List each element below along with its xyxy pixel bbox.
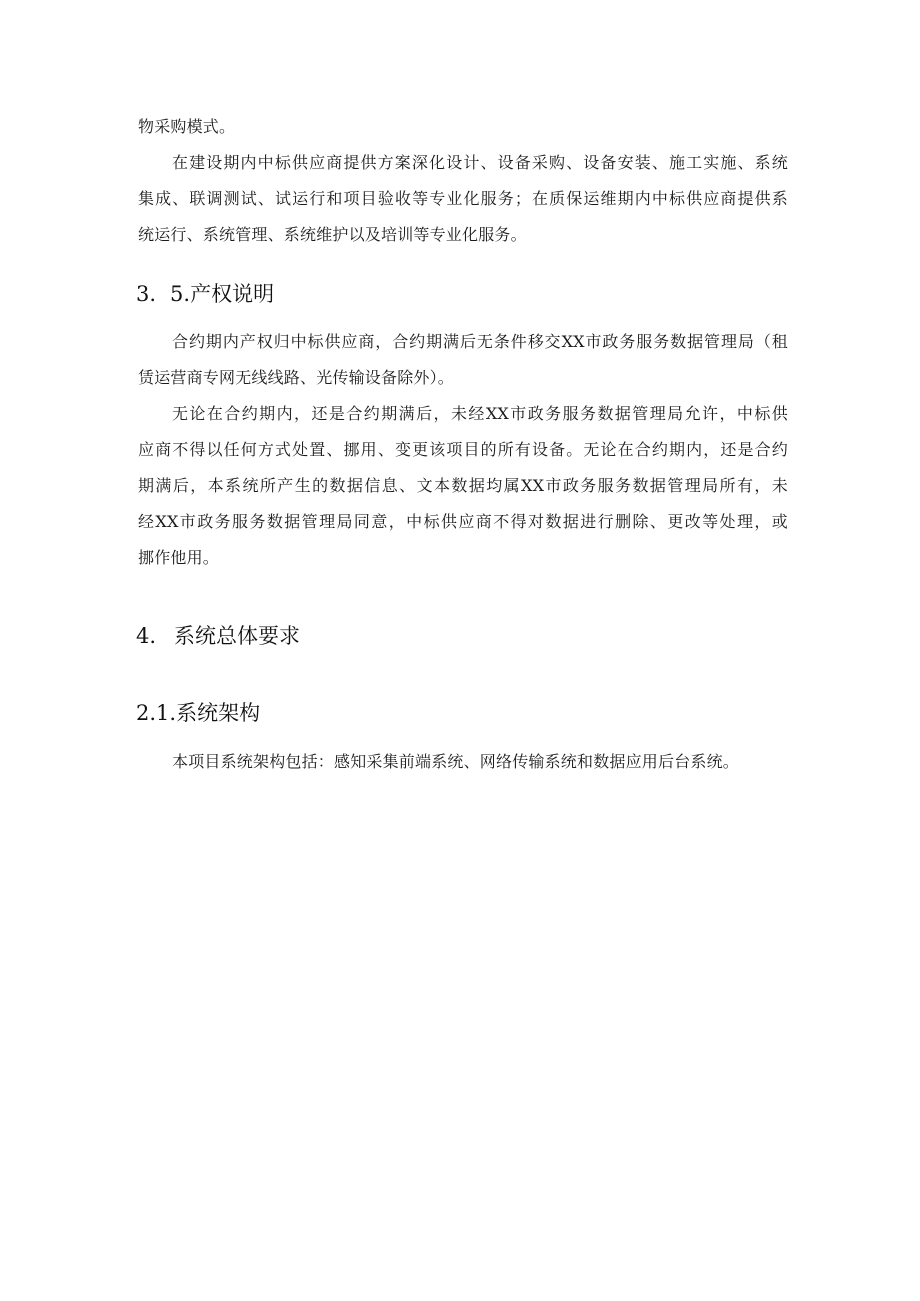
ownership-paragraph-line-2: 赁运营商专网无线线路、光传输设备除外）。 xyxy=(138,368,455,387)
restriction-paragraph-line-5: 挪作他用。 xyxy=(138,548,220,567)
section-heading-architecture xyxy=(136,699,260,727)
section-heading-number: 3. xyxy=(136,282,157,306)
restriction-paragraph-line-2: 应商不得以任何方式处置、挪用、变更该项目的所有设备。无论在合约期内，还是合约 xyxy=(138,440,788,459)
section-heading-number: 4. xyxy=(136,624,157,648)
section-heading-title: 2.1.系统架构 xyxy=(136,701,261,725)
service-paragraph-line-1: 在建设期内中标供应商提供方案深化设计、设备采购、设备安装、施工实施、系统 xyxy=(172,153,788,172)
restriction-paragraph-line-3: 期满后，本系统所产生的数据信息、文本数据均属XX市政务服务数据管理局所有，未 xyxy=(138,476,788,495)
intro-tail-line: 物采购模式。 xyxy=(138,117,236,136)
service-paragraph-line-3: 统运行、系统管理、系统维护以及培训等专业化服务。 xyxy=(138,225,527,244)
section-heading-title: 5.产权说明 xyxy=(170,282,275,306)
ownership-paragraph-line-1: 合约期内产权归中标供应商，合约期满后无条件移交XX市政务服务数据管理局（租 xyxy=(172,332,788,351)
section-heading-overall-requirements xyxy=(136,622,300,650)
section-heading-title: 系统总体要求 xyxy=(174,624,301,648)
section-heading-ownership xyxy=(136,280,274,308)
restriction-paragraph-line-4: 经XX市政务服务数据管理局同意，中标供应商不得对数据进行删除、更改等处理，或 xyxy=(138,512,788,531)
architecture-paragraph: 本项目系统架构包括：感知采集前端系统、网络传输系统和数据应用后台系统。 xyxy=(172,752,740,771)
service-paragraph-line-2: 集成、联调测试、试运行和项目验收等专业化服务；在质保运维期内中标供应商提供系 xyxy=(138,189,788,208)
restriction-paragraph-line-1: 无论在合约期内，还是合约期满后，未经XX市政务服务数据管理局允许，中标供 xyxy=(172,404,788,423)
